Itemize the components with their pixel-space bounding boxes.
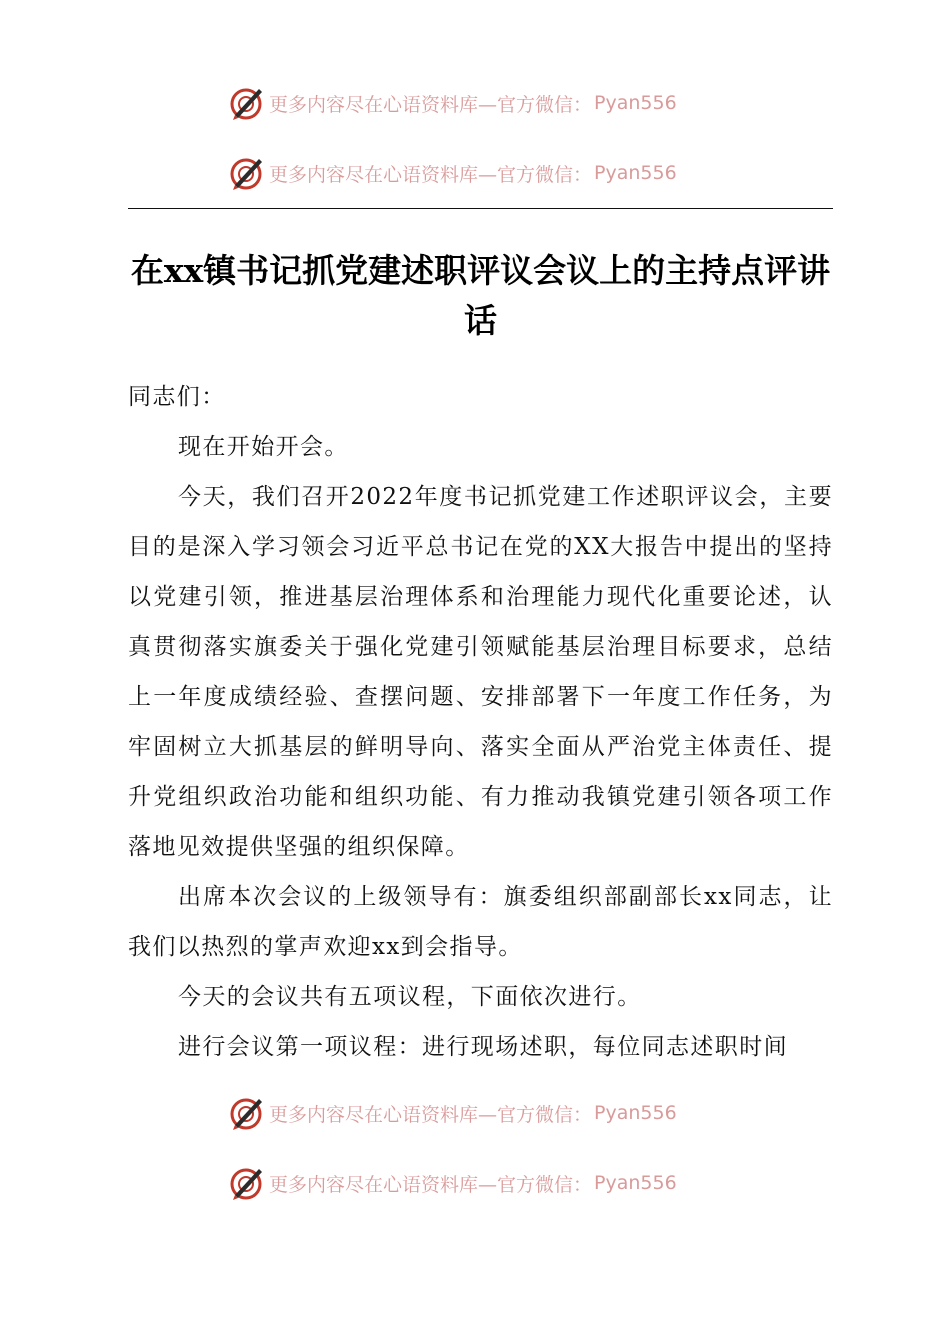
header-divider	[128, 208, 833, 209]
wechat-id: Pyan556	[594, 1102, 677, 1124]
paragraph: 今天，我们召开2022年度书记抓党建工作述职评议会，主要目的是深入学习领会习近平总书记在党的XX大报告中提出的坚持以党建引领，推进基层治理体系和治理能力现代化重要论述，认真贯彻落实旗委关于强化党建引领赋能基层治理目标要求，总结上一年度成绩经验、查摆问题、安排部署下一年度工作任务，为牢固树立大抓基层的鲜明导向、落实全面从严治党主体责任、提升党组织政治功能和组织功能、有力推动我镇党建引领各项工作落地见效提供坚强的组织保障。	[128, 484, 833, 860]
wechat-id: Pyan556	[594, 162, 677, 184]
paragraph: 出席本次会议的上级领导有：旗委组织部副部长xx同志，让我们以热烈的掌声欢迎xx到会指导。	[128, 884, 833, 960]
wechat-id: Pyan556	[594, 92, 677, 114]
watermark-text: 更多内容尽在心语资料库—官方微信：	[269, 1103, 593, 1126]
watermark-text: 更多内容尽在心语资料库—官方微信：	[269, 163, 593, 186]
salutation: 同志们：	[128, 384, 226, 410]
paragraph: 现在开始开会。	[178, 434, 349, 460]
pen-logo-icon	[229, 1095, 265, 1131]
watermark-text: 更多内容尽在心语资料库—官方微信：	[269, 1173, 593, 1196]
watermark-text: 更多内容尽在心语资料库—官方微信：	[269, 93, 593, 116]
pen-logo-icon	[229, 1165, 265, 1201]
watermark-banner-top-1	[229, 83, 729, 123]
paragraph: 今天的会议共有五项议程，下面依次进行。	[178, 984, 642, 1010]
watermark-banner-bottom-1	[229, 1093, 729, 1133]
document-body	[128, 372, 833, 1072]
wechat-id: Pyan556	[594, 1172, 677, 1194]
pen-logo-icon	[229, 155, 265, 191]
document-title: 在xx镇书记抓党建述职评议会议上的主持点评讲话	[130, 251, 831, 340]
paragraph: 进行会议第一项议程：进行现场述职，每位同志述职时间	[178, 1034, 788, 1060]
watermark-banner-bottom-2	[229, 1163, 729, 1203]
pen-logo-icon	[229, 85, 265, 121]
watermark-banner-top-2	[229, 153, 729, 193]
